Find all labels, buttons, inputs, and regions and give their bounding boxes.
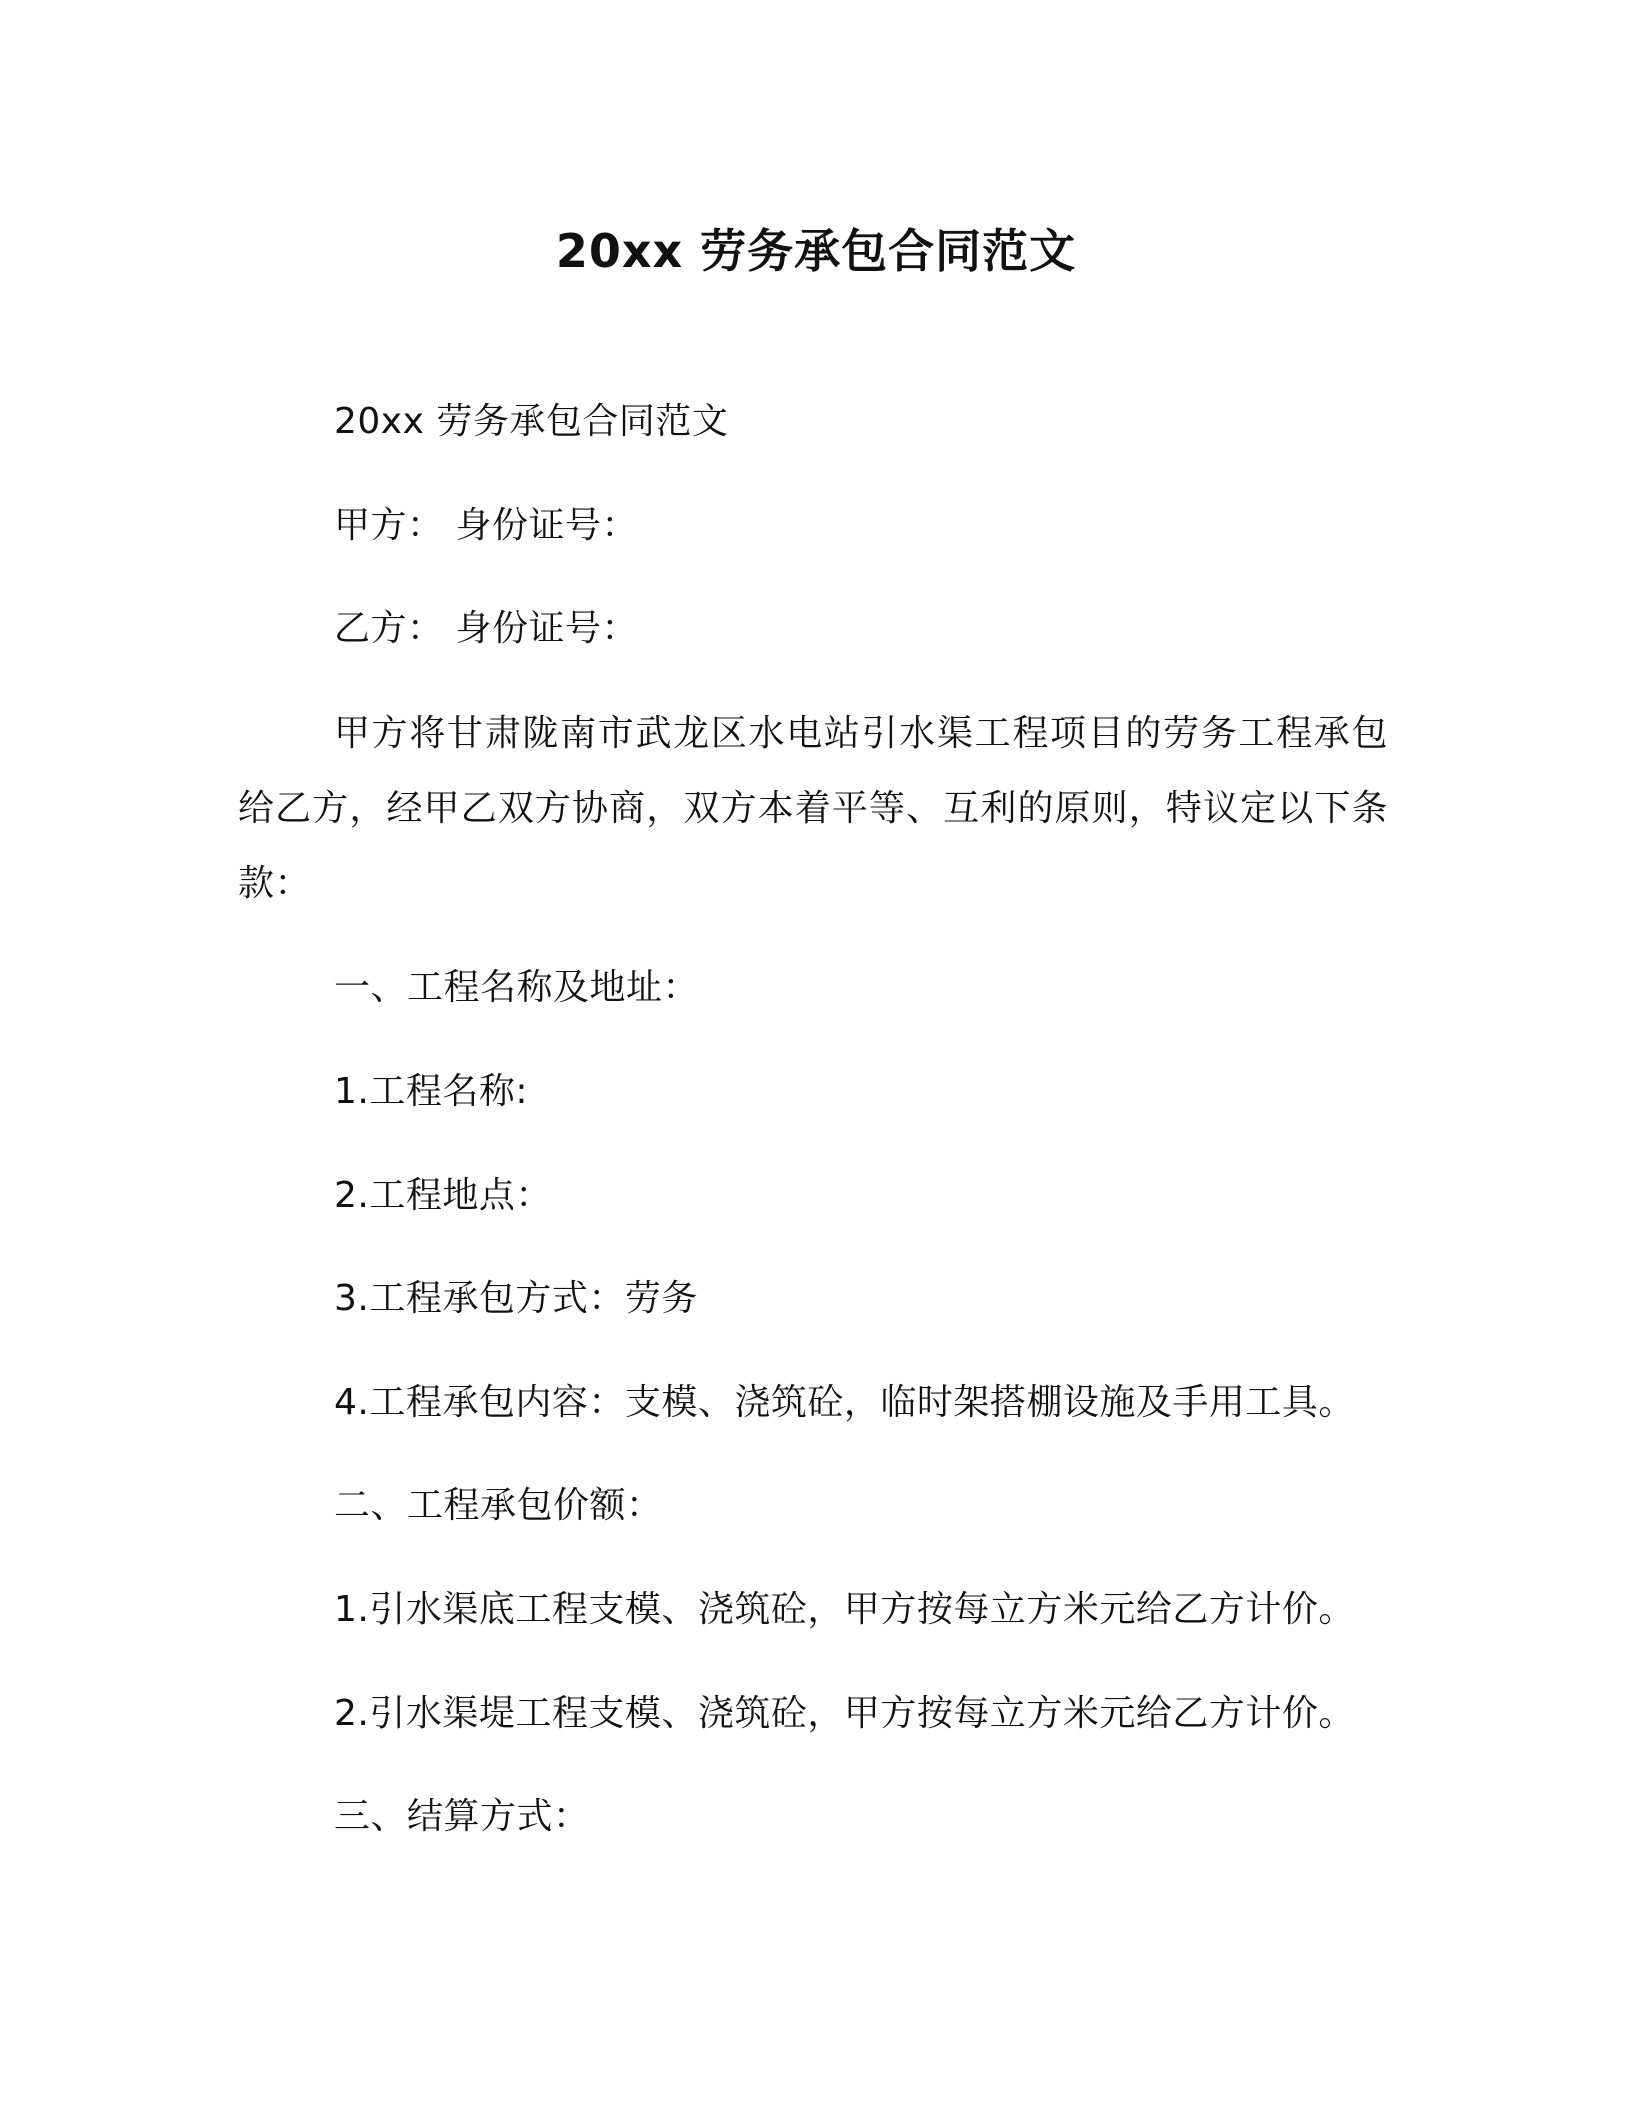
section2-item-canal-bottom: 1.引水渠底工程支模、浇筑砼，甲方按每立方米元给乙方计价。 [334, 1589, 1355, 1630]
document-title: 20xx 劳务承包合同范文 [555, 224, 1077, 278]
section2-item-canal-bank: 2.引水渠堤工程支模、浇筑砼，甲方按每立方米元给乙方计价。 [334, 1693, 1355, 1734]
section1-item-method: 3.工程承包方式：劳务 [334, 1278, 698, 1319]
section1-item-name: 1.工程名称: [334, 1071, 528, 1112]
intro-paragraph: 甲方将甘肃陇南市武龙区水电站引水渠工程项目的劳务工程承包给乙方，经甲乙双方协商，双方本着平等、互利的原则，特议定以下条款： [238, 713, 1388, 904]
section1-item-content: 4.工程承包内容：支模、浇筑砼，临时架搭棚设施及手用工具。 [334, 1382, 1355, 1423]
section2-heading: 二、工程承包价额： [334, 1485, 663, 1526]
section1-item-location: 2.工程地点： [334, 1175, 552, 1216]
party-b-line: 乙方： 身份证号： [334, 608, 638, 649]
section3-heading: 三、结算方式： [334, 1796, 590, 1837]
party-a-line: 甲方： 身份证号： [334, 505, 638, 546]
section1-heading: 一、工程名称及地址： [334, 967, 700, 1008]
document-subtitle: 20xx 劳务承包合同范文 [334, 401, 729, 442]
